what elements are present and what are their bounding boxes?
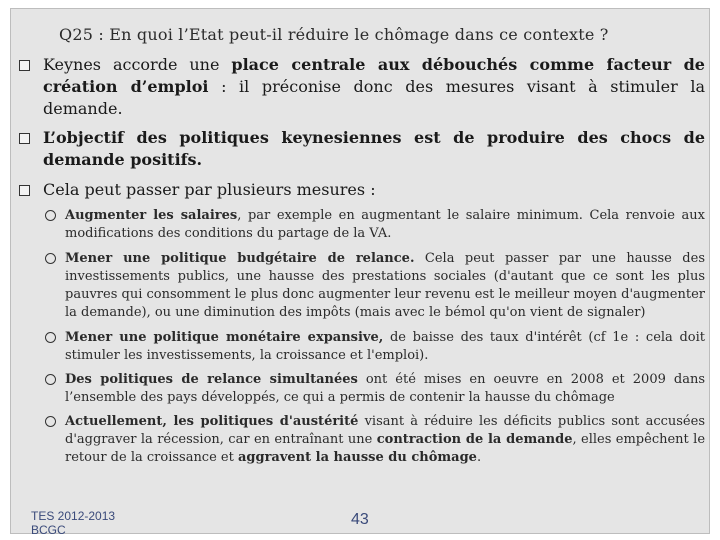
sub-item-austerite — [41, 413, 705, 467]
sub-item-relance — [41, 371, 705, 407]
sub-item-rest: de baisse des taux d'intérêt (cf 1e : cela doit stimuler les investissements, la croissance et l'emploi). — [65, 330, 705, 363]
bullet-keynes — [19, 54, 705, 120]
sub-item-text — [65, 371, 705, 407]
sub-item-bold: Des politiques de relance simultanées — [65, 372, 358, 387]
bullet-text: Cela peut passer par plusieurs mesures : — [43, 180, 376, 199]
sub-item-text — [65, 250, 705, 322]
sub-item-rest: . — [476, 450, 482, 465]
sub-item-bold: aggravent la hausse du chômage — [237, 450, 477, 465]
sub-item-rest: visant à réduire les déficits publics sont accusées d'aggraver la récession, car en entraînant une — [65, 414, 705, 447]
sub-item-bold: Augmenter les salaires — [65, 208, 238, 223]
checkbox-bullet-icon — [19, 133, 30, 144]
page-number: 43 — [351, 511, 369, 528]
sub-item-rest: , elles empêchent le retour de la croissance et — [65, 432, 706, 465]
bullet-mesures — [19, 179, 705, 201]
sub-item-rest: Cela peut passer par une hausse des investissements publics, une hausse des prestations sociales (d'autant que ce sont les plus pauvres qui consomment le plus donc augmenter leur revenu est le meilleur moyen d'augmenter la demande), ou une diminution des impôts (mais avec le bémol qu'on vient de signaler) — [65, 251, 705, 320]
sub-item-rest: , par exemple en augmentant le salaire minimum. Cela renvoie aux modifications des conditions du partage de la VA. — [65, 208, 705, 241]
sub-item-text — [65, 413, 705, 467]
circle-bullet-icon — [45, 416, 56, 427]
circle-bullet-icon — [45, 210, 56, 221]
sub-item-bold: Mener une politique budgétaire de relance. — [65, 251, 415, 266]
bullet-text-bold: place centrale aux débouchés comme facteur de création d’emploi — [43, 55, 705, 96]
bullet-text-part: Keynes accorde une — [43, 55, 232, 74]
sub-item-bold: contraction de la demande — [376, 432, 573, 447]
circle-bullet-icon — [45, 332, 56, 343]
checkbox-bullet-icon — [19, 185, 30, 196]
sub-item-text — [65, 329, 705, 365]
circle-bullet-icon — [45, 374, 56, 385]
bullet-objectif — [19, 127, 705, 171]
sub-item-bold: Actuellement, les politiques d'austérité — [65, 414, 359, 429]
sub-item-budgetaire — [41, 250, 705, 322]
checkbox-bullet-icon — [19, 60, 30, 71]
sub-item-bold: Mener une politique monétaire expansive, — [65, 330, 384, 345]
bullet-text — [43, 54, 705, 120]
bullet-text: L’objectif des politiques keynesiennes est de produire des chocs de demande positifs. — [43, 128, 705, 169]
sub-item-salaires — [41, 207, 705, 243]
bullet-text-part: : il préconise donc des mesures visant à stimuler la demande. — [43, 77, 706, 118]
sub-item-rest: ont été mises en oeuvre en 2008 et 2009 dans l’ensemble des pays développés, ce qui a permis de contenir la hausse du chômage — [65, 372, 705, 405]
footer-course-label: TES 2012-2013 BCGC — [31, 509, 116, 535]
slide — [10, 8, 710, 534]
slide-title: Q25 : En quoi l’Etat peut-il réduire le chômage dans ce contexte ? — [59, 25, 609, 44]
circle-bullet-icon — [45, 253, 56, 264]
sub-item-monetaire — [41, 329, 705, 365]
sub-item-text — [65, 207, 705, 243]
